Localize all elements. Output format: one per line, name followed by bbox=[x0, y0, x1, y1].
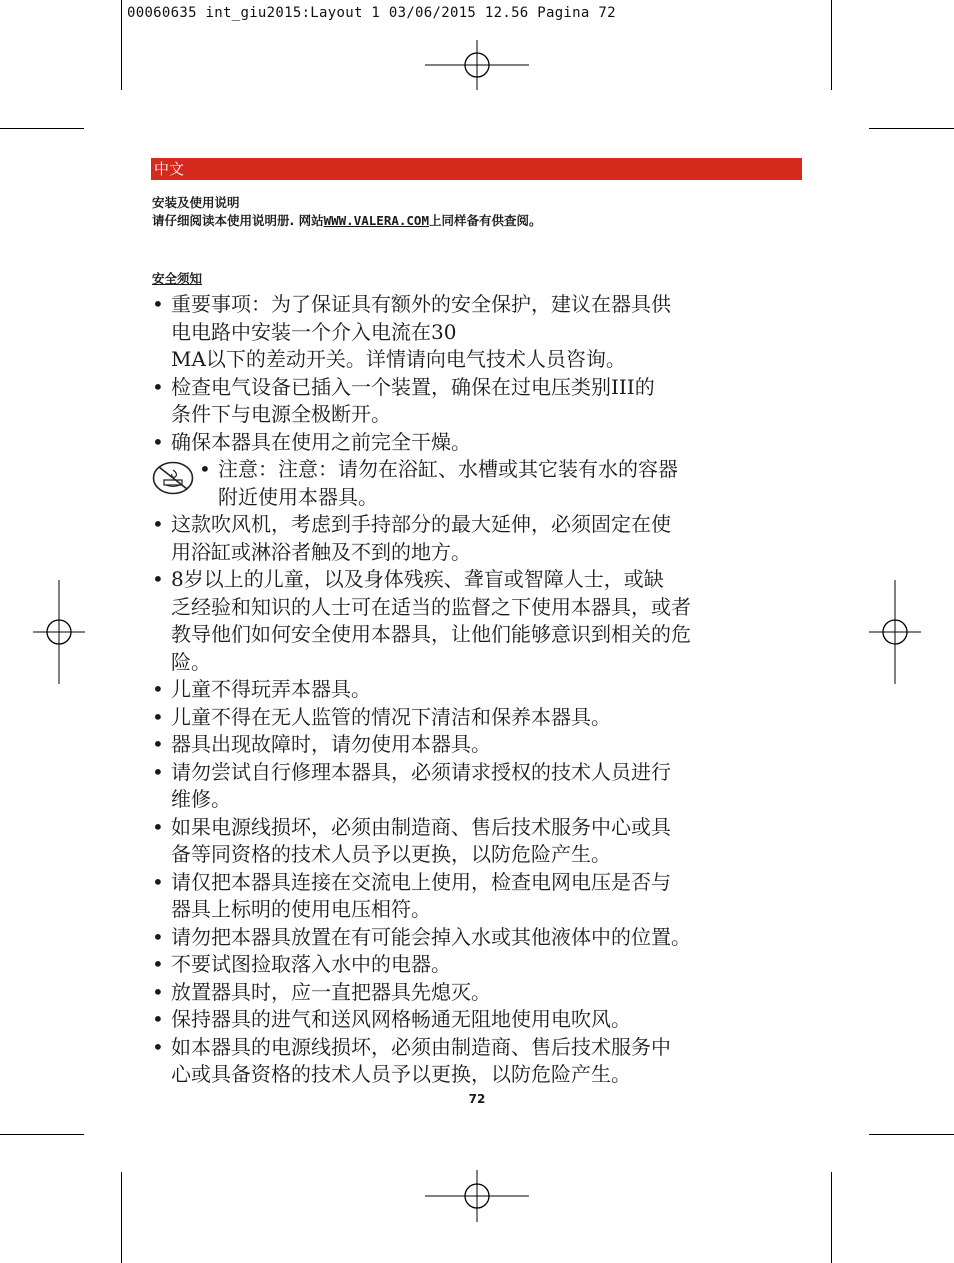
safety-item-line: 请勿把本器具放置在有可能会掉入水或其他液体中的位置。 bbox=[171, 924, 691, 949]
no-water-warning-icon bbox=[152, 461, 194, 495]
safety-item bbox=[152, 814, 804, 869]
safety-item-line: 请仅把本器具连接在交流电上使用，检查电网电压是否与 bbox=[171, 869, 671, 894]
safety-item bbox=[152, 676, 804, 704]
registration-mark-bottom bbox=[425, 1170, 529, 1222]
print-slug: 00060635 int_giu2015:Layout 1 03/06/2015 12.56 Pagina 72 bbox=[127, 5, 616, 21]
crop-mark-top-right-h bbox=[869, 128, 954, 129]
website-link[interactable]: WWW.VALERA.COM bbox=[323, 213, 429, 228]
safety-item-line: 儿童不得玩弄本器具。 bbox=[171, 677, 371, 701]
page-number: 72 bbox=[468, 1092, 486, 1106]
registration-mark-right bbox=[869, 580, 921, 684]
bullet-marker: • bbox=[152, 814, 164, 839]
safety-item bbox=[152, 704, 804, 732]
bullet-marker: • bbox=[152, 374, 164, 399]
safety-item-line: 乏经验和知识的人士可在适当的监督之下使用本器具，或者 bbox=[171, 594, 691, 619]
safety-item bbox=[152, 1006, 804, 1034]
intro-instruction-suffix: 上同样备有供查阅。 bbox=[428, 213, 542, 228]
crop-mark-top-left-h bbox=[0, 128, 84, 129]
bullet-marker: • bbox=[152, 292, 164, 316]
intro-title: 安装及使用说明 bbox=[152, 195, 240, 210]
section-title: 安全须知 bbox=[152, 271, 203, 286]
safety-item-line: 如本器具的电源线损坏，必须由制造商、售后技术服务中 bbox=[171, 1034, 671, 1059]
safety-item-line: 教导他们如何安全使用本器具，让他们能够意识到相关的危 bbox=[171, 622, 691, 646]
safety-item bbox=[152, 869, 804, 924]
bullet-marker: • bbox=[152, 979, 164, 1004]
crop-mark-bottom-right-h bbox=[869, 1134, 954, 1135]
safety-item-line: 重要事项：为了保证具有额外的安全保护，建议在器具供 bbox=[171, 292, 671, 316]
bullet-marker: • bbox=[152, 732, 164, 756]
safety-item-line: 这款吹风机，考虑到手持部分的最大延伸，必须固定在使 bbox=[171, 512, 671, 536]
safety-item-line: 不要试图捡取落入水中的电器。 bbox=[171, 952, 451, 976]
language-label: 中文 bbox=[154, 160, 185, 178]
safety-item-line: 维修。 bbox=[171, 787, 231, 811]
safety-item-line: MA以下的差动开关。详情请向电气技术人员咨询。 bbox=[171, 347, 626, 371]
safety-item bbox=[152, 511, 804, 566]
safety-item bbox=[152, 456, 804, 511]
bullet-marker: • bbox=[152, 512, 164, 536]
safety-item-line: 条件下与电源全极断开。 bbox=[171, 402, 391, 426]
intro-instruction-text: 请仔细阅读本使用说明册. 网站 bbox=[152, 213, 324, 228]
bullet-marker: • bbox=[152, 1034, 164, 1059]
safety-item-line: 检查电气设备已插入一个装置，确保在过电压类别III的 bbox=[171, 374, 655, 399]
crop-mark-top-right-v bbox=[831, 0, 832, 90]
safety-item-line: 用浴缸或淋浴者触及不到的地方。 bbox=[171, 539, 471, 564]
safety-item bbox=[152, 566, 804, 676]
safety-item bbox=[152, 429, 804, 457]
safety-item-line: 险。 bbox=[171, 649, 211, 674]
safety-item-line: 附近使用本器具。 bbox=[218, 484, 378, 509]
bullet-marker: • bbox=[152, 704, 164, 729]
intro-instruction bbox=[152, 212, 541, 230]
intro-block bbox=[152, 194, 541, 230]
safety-item-line: 保持器具的进气和送风网格畅通无阻地使用电吹风。 bbox=[171, 1007, 631, 1031]
language-header-bar bbox=[151, 158, 802, 180]
safety-item bbox=[152, 759, 804, 814]
safety-item-line: 8岁以上的儿童，以及身体残疾、聋盲或智障人士，或缺 bbox=[171, 567, 664, 591]
safety-instructions-list bbox=[152, 291, 804, 1089]
safety-item-line: 注意：注意：请勿在浴缸、水槽或其它装有水的容器 bbox=[218, 457, 678, 481]
safety-item-line: 备等同资格的技术人员予以更换，以防危险产生。 bbox=[171, 842, 611, 866]
bullet-marker: • bbox=[152, 952, 164, 976]
safety-item-line: 放置器具时，应一直把器具先熄灭。 bbox=[171, 979, 491, 1004]
safety-item-line: 器具上标明的使用电压相符。 bbox=[171, 897, 431, 921]
bullet-marker: • bbox=[152, 869, 164, 894]
safety-item bbox=[152, 1034, 804, 1089]
safety-item bbox=[152, 291, 804, 374]
safety-item bbox=[152, 951, 804, 979]
bullet-marker: • bbox=[152, 429, 164, 454]
bullet-marker: • bbox=[152, 677, 164, 701]
safety-item-line: 如果电源线损坏，必须由制造商、售后技术服务中心或具 bbox=[171, 814, 671, 839]
crop-mark-top-left-v bbox=[121, 0, 122, 90]
safety-item-line: 电电路中安装一个介入电流在30 bbox=[171, 319, 457, 344]
crop-mark-bottom-right-v bbox=[831, 1172, 832, 1263]
bullet-marker: • bbox=[152, 759, 164, 784]
safety-item bbox=[152, 374, 804, 429]
safety-item bbox=[152, 979, 804, 1007]
safety-item bbox=[152, 731, 804, 759]
registration-mark-left bbox=[33, 580, 85, 684]
crop-mark-bottom-left-h bbox=[0, 1134, 84, 1135]
bullet-marker: • bbox=[152, 1007, 164, 1031]
registration-mark-top bbox=[425, 40, 529, 90]
bullet-marker: • bbox=[199, 457, 211, 481]
crop-mark-bottom-left-v bbox=[121, 1172, 122, 1263]
safety-item-line: 儿童不得在无人监管的情况下清洁和保养本器具。 bbox=[171, 704, 611, 729]
safety-item-line: 心或具备资格的技术人员予以更换，以防危险产生。 bbox=[171, 1062, 631, 1086]
safety-item-line: 器具出现故障时，请勿使用本器具。 bbox=[171, 732, 491, 756]
safety-item bbox=[152, 924, 804, 952]
safety-item-line: 请勿尝试自行修理本器具，必须请求授权的技术人员进行 bbox=[171, 759, 671, 784]
bullet-marker: • bbox=[152, 567, 164, 591]
safety-item-line: 确保本器具在使用之前完全干燥。 bbox=[171, 429, 471, 454]
bullet-marker: • bbox=[152, 924, 164, 949]
